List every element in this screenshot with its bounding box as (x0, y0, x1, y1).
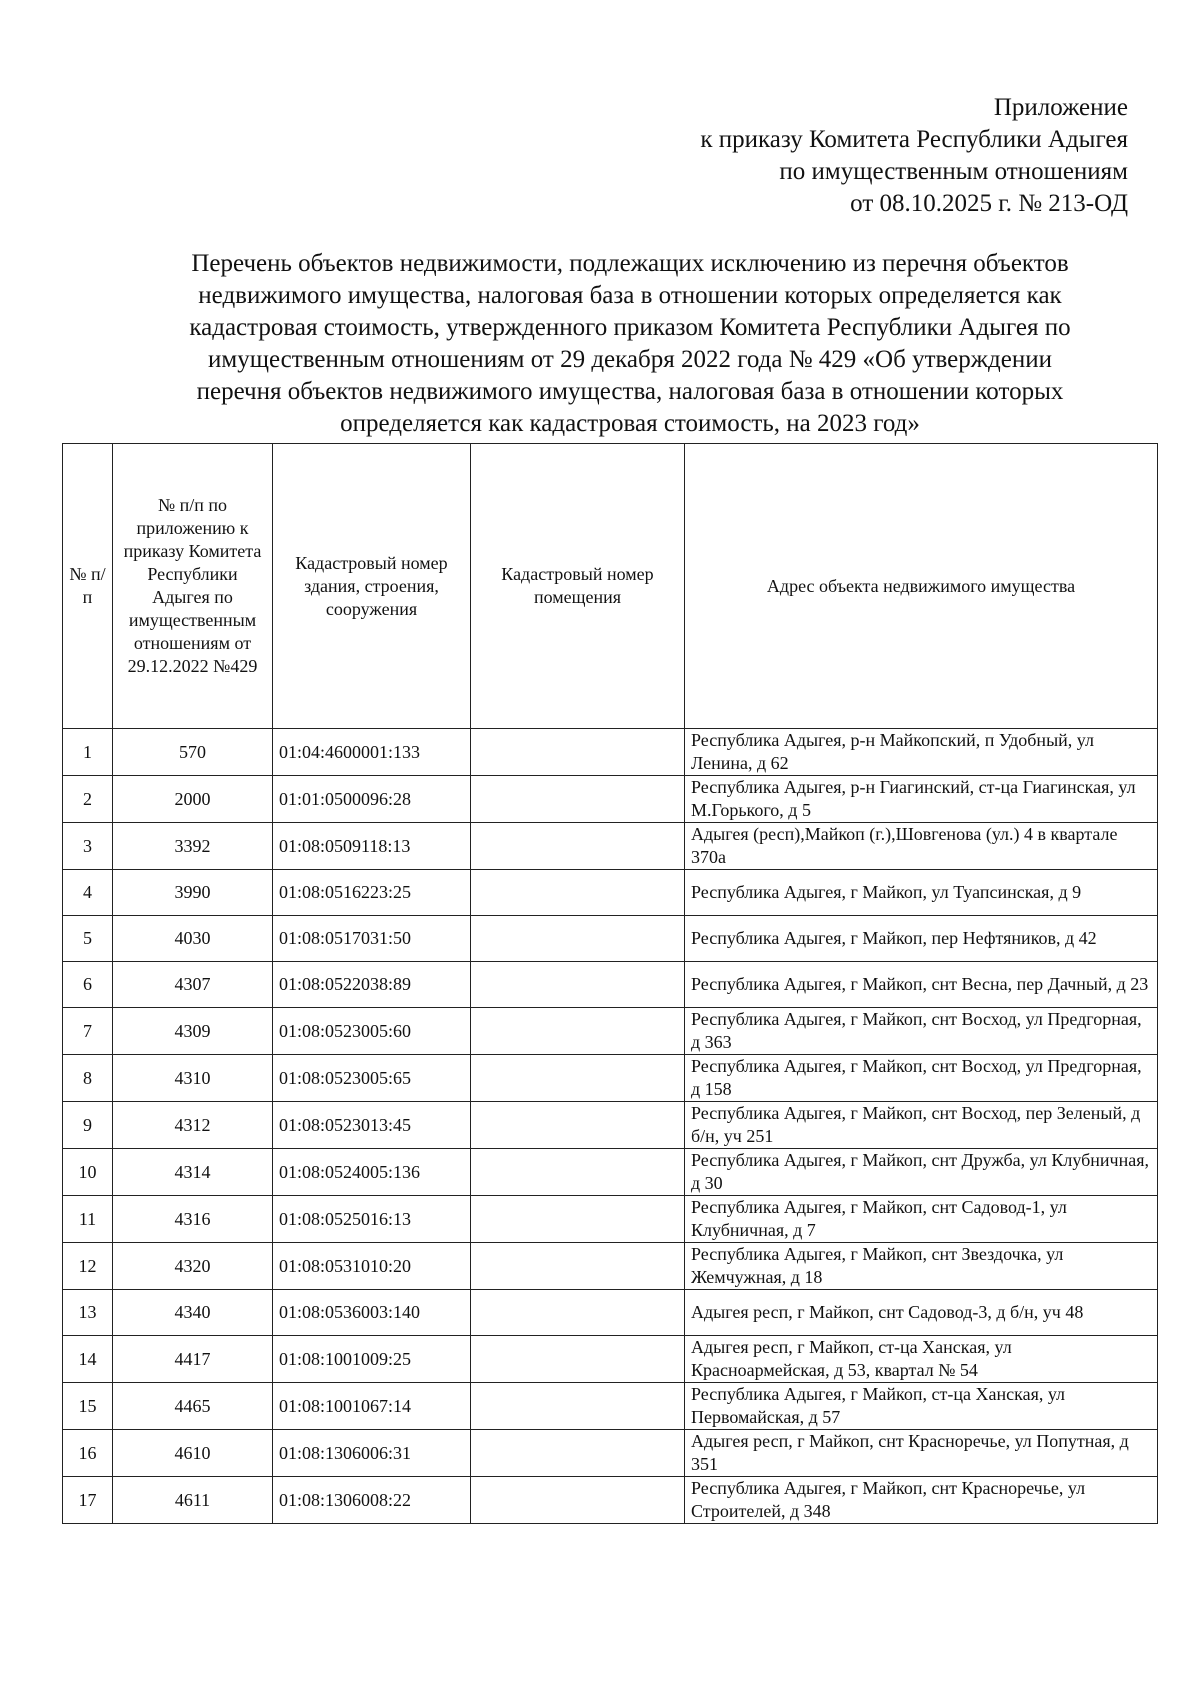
cell-building-cadastral: 01:08:0536003:140 (273, 1290, 471, 1336)
cell-address: Республика Адыгея, г Майкоп, снт Дружба, ул Клубничная, д 30 (685, 1149, 1158, 1196)
table-row (63, 776, 1158, 823)
title-line: определяется как кадастровая стоимость, на 2023 год» (340, 410, 920, 437)
cell-room-cadastral (471, 1430, 685, 1477)
cell-room-cadastral (471, 823, 685, 870)
cell-address: Республика Адыгея, г Майкоп, ул Туапсинская, д 9 (685, 870, 1158, 916)
cell-ref: 4465 (113, 1383, 273, 1430)
cell-no: 2 (63, 776, 113, 823)
cell-no: 3 (63, 823, 113, 870)
cell-room-cadastral (471, 1196, 685, 1243)
appendix-header (700, 92, 1128, 220)
cell-room-cadastral (471, 729, 685, 776)
cell-room-cadastral (471, 1055, 685, 1102)
cell-building-cadastral: 01:08:0524005:136 (273, 1149, 471, 1196)
cell-ref: 4314 (113, 1149, 273, 1196)
cell-room-cadastral (471, 776, 685, 823)
table-row (63, 729, 1158, 776)
cell-building-cadastral: 01:04:4600001:133 (273, 729, 471, 776)
appendix-line: от 08.10.2025 г. № 213-ОД (850, 190, 1128, 217)
cell-address: Республика Адыгея, г Майкоп, снт Звездочка, ул Жемчужная, д 18 (685, 1243, 1158, 1290)
cell-no: 6 (63, 962, 113, 1008)
table-row (63, 1430, 1158, 1477)
cell-building-cadastral: 01:08:1001067:14 (273, 1383, 471, 1430)
cell-building-cadastral: 01:08:0516223:25 (273, 870, 471, 916)
cell-room-cadastral (471, 1102, 685, 1149)
header-ref: № п/п по приложению к приказу Комитета Республики Адыгея по имущественным отношениям от 29.12.2022 №429 (113, 444, 273, 729)
header-room-cadastral: Кадастровый номер помещения (471, 444, 685, 729)
title-line: перечня объектов недвижимого имущества, налоговая база в отношении которых (196, 378, 1064, 405)
title-line: кадастровая стоимость, утвержденного приказом Комитета Республики Адыгея по (189, 314, 1071, 341)
cell-address: Адыгея респ, г Майкоп, снт Садовод-3, д б/н, уч 48 (685, 1290, 1158, 1336)
cell-no: 8 (63, 1055, 113, 1102)
cell-building-cadastral: 01:08:0523013:45 (273, 1102, 471, 1149)
cell-address: Республика Адыгея, р-н Майкопский, п Удобный, ул Ленина, д 62 (685, 729, 1158, 776)
cell-ref: 4611 (113, 1477, 273, 1524)
title-line: недвижимого имущества, налоговая база в отношении которых определяется как (198, 282, 1062, 309)
cell-ref: 3392 (113, 823, 273, 870)
cell-no: 12 (63, 1243, 113, 1290)
cell-no: 11 (63, 1196, 113, 1243)
cell-address: Адыгея респ, г Майкоп, ст-ца Ханская, ул Красноармейская, д 53, квартал № 54 (685, 1336, 1158, 1383)
table-row (63, 1290, 1158, 1336)
header-address: Адрес объекта недвижимого имущества (685, 444, 1158, 729)
cell-address: Республика Адыгея, г Майкоп, снт Восход, пер Зеленый, д б/н, уч 251 (685, 1102, 1158, 1149)
title-line: Перечень объектов недвижимости, подлежащих исключению из перечня объектов (191, 250, 1069, 277)
cell-ref: 4610 (113, 1430, 273, 1477)
cell-room-cadastral (471, 1336, 685, 1383)
cell-no: 4 (63, 870, 113, 916)
property-table (62, 443, 1158, 1524)
cell-address: Адыгея респ, г Майкоп, снт Красноречье, ул Попутная, д 351 (685, 1430, 1158, 1477)
cell-no: 7 (63, 1008, 113, 1055)
cell-building-cadastral: 01:08:1306008:22 (273, 1477, 471, 1524)
table-row (63, 870, 1158, 916)
cell-building-cadastral: 01:08:1306006:31 (273, 1430, 471, 1477)
table-row (63, 1477, 1158, 1524)
table-row (63, 916, 1158, 962)
cell-room-cadastral (471, 1149, 685, 1196)
cell-building-cadastral: 01:01:0500096:28 (273, 776, 471, 823)
cell-building-cadastral: 01:08:0523005:60 (273, 1008, 471, 1055)
table-row (63, 823, 1158, 870)
cell-ref: 3990 (113, 870, 273, 916)
appendix-line: по имущественным отношениям (779, 158, 1128, 185)
table-row (63, 1102, 1158, 1149)
cell-building-cadastral: 01:08:0517031:50 (273, 916, 471, 962)
cell-ref: 4417 (113, 1336, 273, 1383)
cell-ref: 2000 (113, 776, 273, 823)
cell-room-cadastral (471, 916, 685, 962)
cell-no: 17 (63, 1477, 113, 1524)
cell-no: 1 (63, 729, 113, 776)
cell-address: Адыгея (респ),Майкоп (г.),Шовгенова (ул.) 4 в квартале 370а (685, 823, 1158, 870)
cell-ref: 4312 (113, 1102, 273, 1149)
table-row (63, 962, 1158, 1008)
table-row (63, 1336, 1158, 1383)
cell-address: Республика Адыгея, р-н Гиагинский, ст-ца Гиагинская, ул М.Горького, д 5 (685, 776, 1158, 823)
header-no: № п/п (63, 444, 113, 729)
header-building-cadastral: Кадастровый номер здания, строения, сооружения (273, 444, 471, 729)
cell-no: 13 (63, 1290, 113, 1336)
cell-no: 10 (63, 1149, 113, 1196)
table-body (63, 729, 1158, 1524)
cell-no: 9 (63, 1102, 113, 1149)
cell-ref: 4316 (113, 1196, 273, 1243)
cell-ref: 4309 (113, 1008, 273, 1055)
cell-ref: 570 (113, 729, 273, 776)
table-row (63, 1196, 1158, 1243)
document-title (100, 248, 1160, 440)
cell-address: Республика Адыгея, г Майкоп, снт Восход, ул Предгорная, д 158 (685, 1055, 1158, 1102)
cell-building-cadastral: 01:08:0509118:13 (273, 823, 471, 870)
cell-room-cadastral (471, 870, 685, 916)
cell-room-cadastral (471, 962, 685, 1008)
cell-room-cadastral (471, 1008, 685, 1055)
cell-room-cadastral (471, 1477, 685, 1524)
cell-ref: 4307 (113, 962, 273, 1008)
cell-address: Республика Адыгея, г Майкоп, снт Восход, ул Предгорная, д 363 (685, 1008, 1158, 1055)
title-line: имущественным отношениям от 29 декабря 2022 года № 429 «Об утверждении (208, 346, 1052, 373)
cell-ref: 4310 (113, 1055, 273, 1102)
cell-ref: 4030 (113, 916, 273, 962)
table-header-row (63, 444, 1158, 729)
cell-address: Республика Адыгея, г Майкоп, снт Садовод-1, ул Клубничная, д 7 (685, 1196, 1158, 1243)
cell-building-cadastral: 01:08:0523005:65 (273, 1055, 471, 1102)
appendix-line: Приложение (993, 94, 1128, 121)
cell-building-cadastral: 01:08:0522038:89 (273, 962, 471, 1008)
table-row (63, 1149, 1158, 1196)
cell-building-cadastral: 01:08:0531010:20 (273, 1243, 471, 1290)
table-row (63, 1055, 1158, 1102)
cell-no: 5 (63, 916, 113, 962)
cell-ref: 4340 (113, 1290, 273, 1336)
appendix-line: к приказу Комитета Республики Адыгея (700, 126, 1128, 153)
cell-room-cadastral (471, 1243, 685, 1290)
cell-address: Республика Адыгея, г Майкоп, ст-ца Ханская, ул Первомайская, д 57 (685, 1383, 1158, 1430)
table-row (63, 1243, 1158, 1290)
cell-building-cadastral: 01:08:0525016:13 (273, 1196, 471, 1243)
table-row (63, 1008, 1158, 1055)
cell-room-cadastral (471, 1383, 685, 1430)
cell-building-cadastral: 01:08:1001009:25 (273, 1336, 471, 1383)
cell-ref: 4320 (113, 1243, 273, 1290)
cell-address: Республика Адыгея, г Майкоп, снт Весна, пер Дачный, д 23 (685, 962, 1158, 1008)
table-row (63, 1383, 1158, 1430)
cell-address: Республика Адыгея, г Майкоп, пер Нефтяников, д 42 (685, 916, 1158, 962)
cell-address: Республика Адыгея, г Майкоп, снт Красноречье, ул Строителей, д 348 (685, 1477, 1158, 1524)
cell-room-cadastral (471, 1290, 685, 1336)
cell-no: 15 (63, 1383, 113, 1430)
cell-no: 14 (63, 1336, 113, 1383)
cell-no: 16 (63, 1430, 113, 1477)
